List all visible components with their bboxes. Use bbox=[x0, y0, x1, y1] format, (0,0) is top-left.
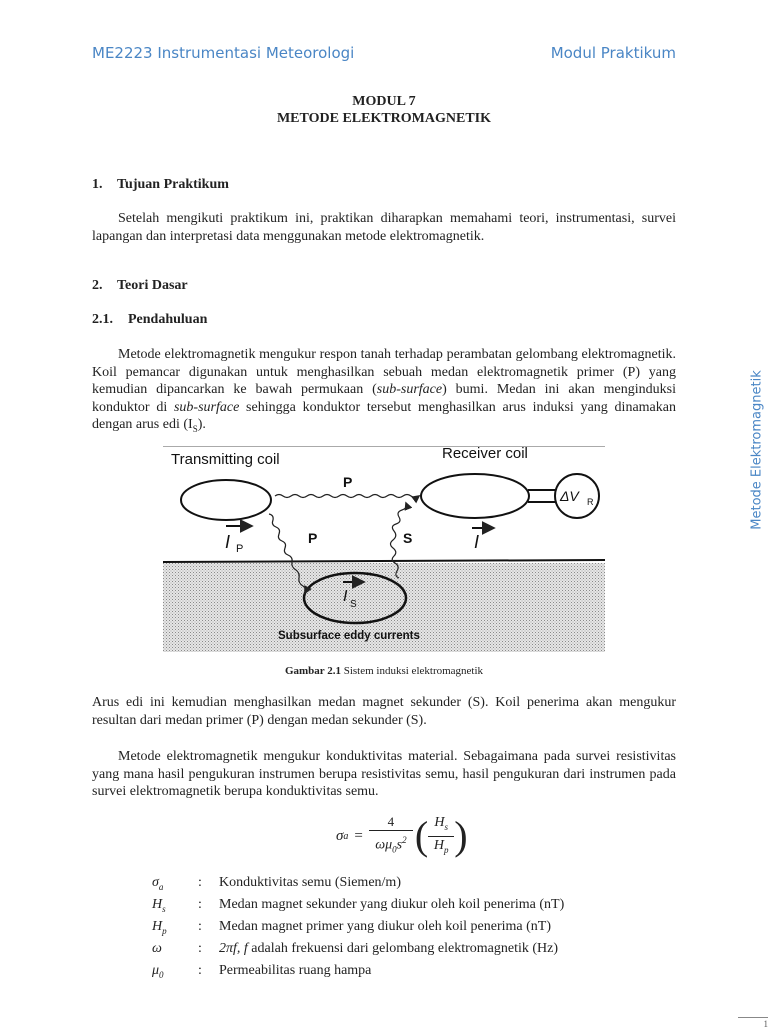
definition-row bbox=[152, 960, 564, 982]
primary-current-label: I bbox=[225, 532, 230, 552]
definition-text: Konduktivitas semu (Siemen/m) bbox=[219, 875, 401, 891]
definition-symbol: $\mu_0$ bbox=[152, 963, 198, 980]
formula-fraction-1 bbox=[369, 814, 413, 858]
formula-hp bbox=[434, 837, 449, 859]
definition-text: Permeabilitas ruang hampa bbox=[219, 963, 371, 979]
formula-hs-letter: H bbox=[434, 815, 444, 830]
side-label: Metode Elektromagnetik bbox=[750, 370, 765, 529]
para-text-3: sehingga konduktor tersebut menghasilkan arus induksi yang dinamakan dengan arus edi (I bbox=[92, 400, 676, 433]
formula-hs-sub: s bbox=[445, 822, 449, 832]
definition-colon: : bbox=[198, 963, 219, 979]
definition-colon: : bbox=[198, 941, 219, 957]
transmitting-coil-shape bbox=[181, 480, 271, 520]
formula-fraction-2 bbox=[428, 814, 454, 859]
primary-field-label-mid: P bbox=[308, 530, 317, 546]
para-text-4: ). bbox=[198, 417, 206, 432]
module-title: METODE ELEKTROMAGNETIK bbox=[92, 111, 676, 127]
transmitting-coil-label: Transmitting coil bbox=[171, 451, 280, 468]
formula-hs bbox=[434, 814, 448, 836]
formula-denominator bbox=[375, 831, 406, 858]
section-2-number: 2. bbox=[92, 278, 117, 294]
definition-text: Medan magnet primer yang diukur oleh koil penerima (nT) bbox=[219, 919, 551, 935]
definition-row bbox=[152, 872, 564, 894]
module-number: MODUL 7 bbox=[92, 94, 676, 110]
primary-current-sub: P bbox=[236, 543, 243, 555]
primary-field-label-top: P bbox=[343, 474, 352, 490]
primary-field-wave-top bbox=[275, 495, 419, 498]
page-number: 1 bbox=[764, 1019, 768, 1029]
induction-diagram bbox=[163, 446, 605, 652]
para-italic-2: sub-surface bbox=[174, 400, 239, 415]
caption-label: Gambar 2.1 bbox=[285, 665, 341, 677]
definition-colon: : bbox=[198, 897, 219, 913]
definition-colon: : bbox=[198, 919, 219, 935]
formula-equals: = bbox=[354, 828, 362, 845]
formula-hp-sub: p bbox=[444, 844, 449, 854]
para-italic-1: sub-surface bbox=[377, 382, 442, 397]
formula-lhs: σ bbox=[336, 828, 343, 845]
para-subscript: S bbox=[193, 424, 198, 434]
section-1-title: Tujuan Praktikum bbox=[117, 177, 229, 192]
ground-surface-line bbox=[163, 560, 605, 562]
definitions-list bbox=[152, 872, 564, 982]
para-text-1: Metode elektromagnetik mengukur respon tanah terhadap perambatan gelombang elektromagnetik. Koil pemancar digunakan untuk menghasilkan sebuah medan elektromagnetik primer (P) yang kemudian dipancarkan ke bawah permukaan ( bbox=[92, 347, 676, 397]
header-course-title: ME2223 Instrumentasi Meteorologi bbox=[92, 44, 354, 62]
figure-caption bbox=[92, 665, 676, 677]
voltage-sub: R bbox=[587, 497, 594, 507]
receiver-coil-label: Receiver coil bbox=[442, 446, 528, 462]
para-text-2: ) bumi. Medan ini akan menginduksi konduktor di bbox=[92, 382, 676, 415]
formula-mu-sub: 0 bbox=[392, 844, 397, 854]
section-2-title: Teori Dasar bbox=[117, 278, 188, 293]
section-1-number: 1. bbox=[92, 177, 117, 193]
section-2-1-number: 2.1. bbox=[92, 312, 128, 328]
page-number-rule bbox=[738, 1017, 768, 1018]
secondary-field-label: S bbox=[403, 530, 412, 546]
definition-text: 2πf, f adalah frekuensi dari gelombang elektromagnetik (Hz) bbox=[219, 941, 558, 957]
formula-hp-letter: H bbox=[434, 838, 444, 853]
receiver-coil-shape bbox=[421, 474, 529, 518]
eddy-current-label: I bbox=[343, 588, 348, 605]
formula-omega-mu: ωμ bbox=[375, 837, 392, 852]
paragraph-3: Metode elektromagnetik mengukur konduktivitas material. Sebagaimana pada survei resistivitas yang mana hasil pengukuran instrumen berupa resistivitas semu, hasil pengukuran dari instrumen pada survei elektromagnetik berupa konduktivitas semu. bbox=[92, 748, 676, 801]
paragraph-2: Arus edi ini kemudian menghasilkan medan magnet sekunder (S). Koil penerima akan mengukur resultan dari medan primer (P) dengan medan sekunder (S). bbox=[92, 694, 676, 729]
formula-paren-close: ) bbox=[454, 816, 467, 856]
formula-paren-open: ( bbox=[415, 816, 428, 856]
section-2-1-heading bbox=[92, 312, 207, 328]
definition-row bbox=[152, 938, 564, 960]
definition-row bbox=[152, 916, 564, 938]
section-2-1-paragraph bbox=[92, 346, 676, 438]
definition-text: Medan magnet sekunder yang diukur oleh koil penerima (nT) bbox=[219, 897, 564, 913]
definition-symbol: $\sigma_a$ bbox=[152, 875, 198, 892]
caption-text: Sistem induksi elektromagnetik bbox=[341, 665, 483, 677]
formula-s: s bbox=[397, 837, 402, 852]
section-1-heading bbox=[92, 177, 229, 193]
section-2-1-title: Pendahuluan bbox=[128, 312, 207, 327]
section-2-heading bbox=[92, 278, 188, 294]
definition-symbol: $H_s$ bbox=[152, 897, 198, 914]
definition-symbol: ω bbox=[152, 941, 198, 957]
receiver-current-label: I bbox=[474, 532, 479, 552]
section-1-paragraph: Setelah mengikuti praktikum ini, praktikan diharapkan memahami teori, instrumentasi, survei lapangan dan interpretasi data menggunakan metode elektromagnetik. bbox=[92, 210, 676, 245]
formula-numerator: 4 bbox=[388, 814, 395, 830]
eddy-current-sub: S bbox=[350, 599, 357, 610]
formula-s-sup: 2 bbox=[402, 835, 407, 845]
formula-lhs-sub: a bbox=[343, 831, 348, 842]
definition-colon: : bbox=[198, 875, 219, 891]
header-module-label: Modul Praktikum bbox=[551, 44, 676, 62]
definition-symbol: $H_p$ bbox=[152, 919, 198, 936]
conductivity-formula bbox=[336, 812, 468, 860]
voltage-label: ΔV bbox=[559, 488, 580, 504]
subsurface-eddy-label: Subsurface eddy currents bbox=[278, 630, 420, 642]
definition-row bbox=[152, 894, 564, 916]
